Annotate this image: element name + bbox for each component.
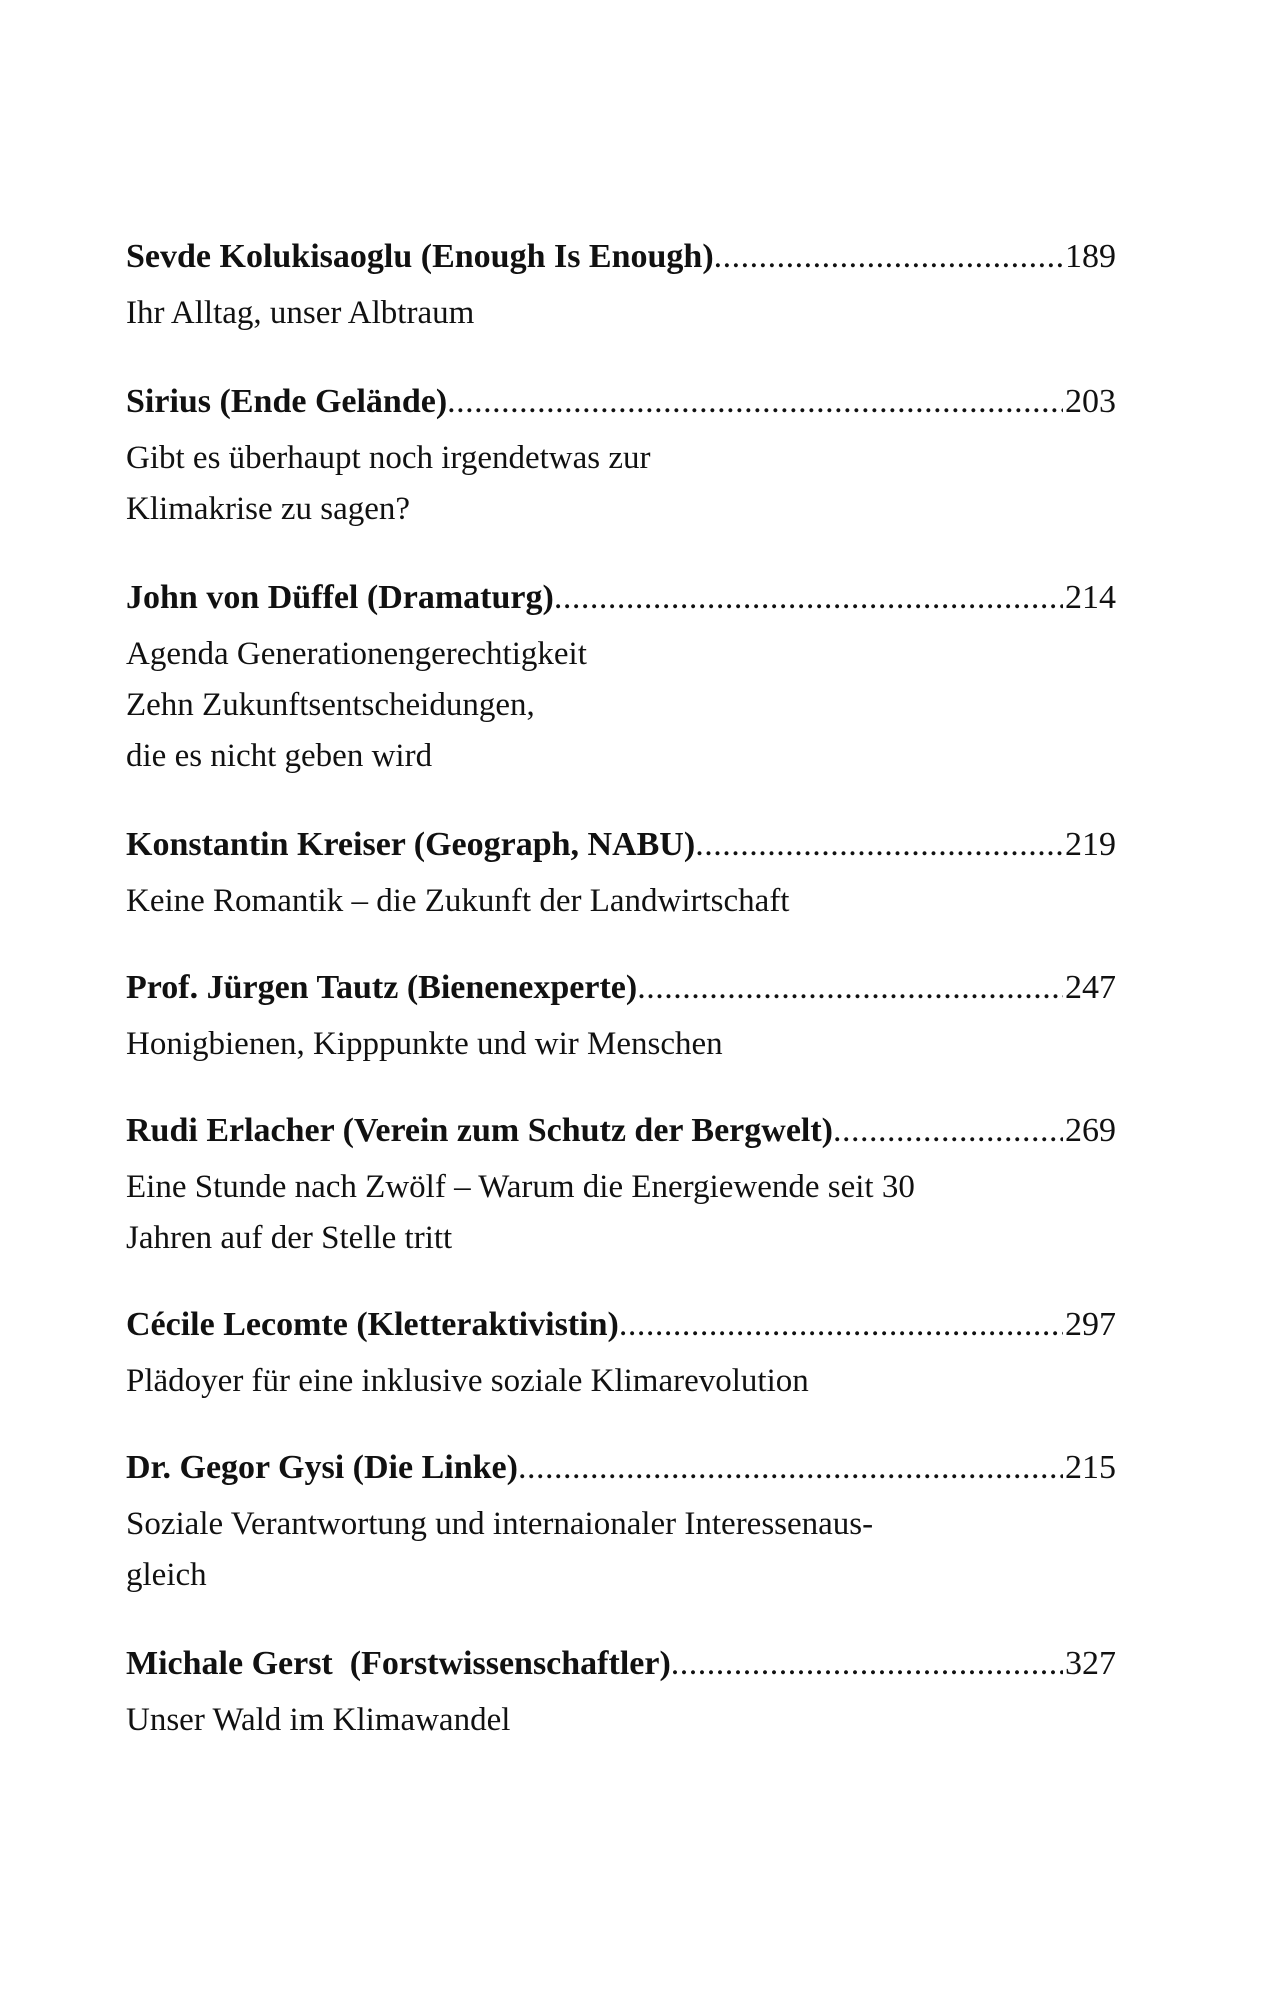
- toc-title-line: Unser Wald im Klimawandel: [126, 1702, 511, 1738]
- toc-entry-sirius: [126, 377, 1116, 535]
- dot-leader: [637, 963, 1063, 1013]
- toc-entry-kreiser: [126, 820, 1116, 927]
- toc-entry-gysi: [126, 1443, 1116, 1601]
- toc-entry-heading: [126, 573, 1116, 623]
- toc-entry-heading: [126, 377, 1116, 427]
- toc-entry-heading: [126, 1443, 1116, 1493]
- toc-entry-tautz: [126, 963, 1116, 1070]
- dot-leader: [671, 1639, 1063, 1689]
- toc-title-line: Agenda Generationengerechtigkeit: [126, 636, 587, 672]
- toc-title-line: Eine Stunde nach Zwölf – Warum die Energiewende seit 30: [126, 1169, 915, 1205]
- toc-entry-duffel: [126, 573, 1116, 782]
- dot-leader: [714, 232, 1063, 282]
- toc-essay-title: [126, 1162, 1116, 1264]
- toc-page-number: 247: [1065, 969, 1116, 1006]
- toc-title-line: Jahren auf der Stelle tritt: [126, 1220, 453, 1256]
- toc-entry-heading: [126, 963, 1116, 1013]
- toc-title-line: Plädoyer für eine inklusive soziale Klimarevolution: [126, 1363, 809, 1399]
- toc-author: Sirius (Ende Gelände): [126, 383, 448, 420]
- toc-page-number: 189: [1065, 238, 1116, 275]
- toc-title-line: Honigbienen, Kipppunkte und wir Menschen: [126, 1026, 723, 1062]
- toc-entry-gerst: [126, 1639, 1116, 1746]
- toc-essay-title: [126, 433, 1116, 535]
- toc-essay-title: [126, 876, 1116, 927]
- toc-essay-title: [126, 1499, 1116, 1601]
- toc-author: John von Düffel (Dramaturg): [126, 579, 554, 616]
- toc-essay-title: [126, 1019, 1116, 1070]
- toc-page-number: 327: [1065, 1645, 1116, 1682]
- toc-entry-heading: [126, 1106, 1116, 1156]
- dot-leader: [447, 377, 1063, 427]
- toc-entry-kolukisaoglu: [126, 232, 1116, 339]
- dot-leader: [554, 573, 1063, 623]
- toc-entry-heading: [126, 232, 1116, 282]
- toc-author: Michale Gerst (Forstwissenschaftler): [126, 1645, 671, 1682]
- toc-essay-title: [126, 1695, 1116, 1746]
- toc-entry-heading: [126, 1300, 1116, 1350]
- toc-page-number: 297: [1065, 1306, 1116, 1343]
- toc-page-number: 219: [1065, 826, 1116, 863]
- toc-page-number: 215: [1065, 1449, 1116, 1486]
- toc-page-number: 269: [1065, 1112, 1116, 1149]
- toc-title-line: Ihr Alltag, unser Albtraum: [126, 295, 475, 331]
- dot-leader: [833, 1106, 1063, 1156]
- toc-title-line: Zehn Zukunftsentscheidungen,: [126, 687, 535, 723]
- table-of-contents: [126, 232, 1116, 1746]
- dot-leader: [518, 1443, 1063, 1493]
- toc-entry-lecomte: [126, 1300, 1116, 1407]
- toc-author: Prof. Jürgen Tautz (Bienenexperte): [126, 969, 638, 1006]
- toc-page-number: 203: [1065, 383, 1116, 420]
- toc-title-line: Soziale Verantwortung und internaionaler Interessenaus-: [126, 1506, 874, 1542]
- toc-title-line: Klimakrise zu sagen?: [126, 491, 411, 527]
- toc-author: Rudi Erlacher (Verein zum Schutz der Bergwelt): [126, 1112, 833, 1149]
- toc-entry-heading: [126, 820, 1116, 870]
- toc-title-line: gleich: [126, 1557, 207, 1593]
- toc-entry-heading: [126, 1639, 1116, 1689]
- dot-leader: [695, 820, 1063, 870]
- toc-essay-title: [126, 629, 1116, 782]
- toc-author: Konstantin Kreiser (Geograph, NABU): [126, 826, 696, 863]
- toc-author: Dr. Gegor Gysi (Die Linke): [126, 1449, 518, 1486]
- toc-essay-title: [126, 1356, 1116, 1407]
- toc-title-line: Keine Romantik – die Zukunft der Landwirtschaft: [126, 883, 790, 919]
- toc-author: Cécile Lecomte (Kletteraktivistin): [126, 1306, 619, 1343]
- dot-leader: [619, 1300, 1063, 1350]
- toc-essay-title: [126, 288, 1116, 339]
- toc-entry-erlacher: [126, 1106, 1116, 1264]
- toc-page-number: 214: [1065, 579, 1116, 616]
- toc-title-line: die es nicht geben wird: [126, 738, 433, 774]
- toc-author: Sevde Kolukisaoglu (Enough Is Enough): [126, 238, 714, 275]
- toc-title-line: Gibt es überhaupt noch irgendetwas zur: [126, 440, 651, 476]
